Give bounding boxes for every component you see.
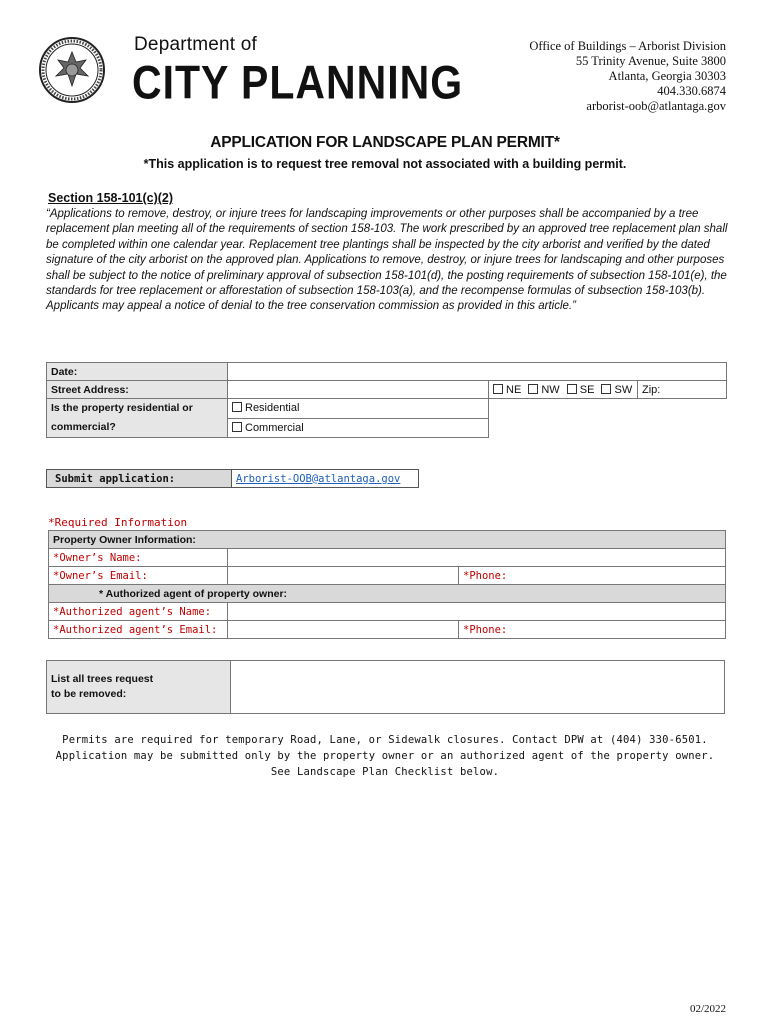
quadrant-se-label: SE	[579, 383, 595, 396]
agent-info-header: * Authorized agent of property owner:	[49, 585, 726, 603]
owner-table	[48, 530, 726, 639]
date-field[interactable]	[228, 363, 727, 381]
date-label: Date:	[47, 363, 228, 381]
checkbox-sw[interactable]	[601, 384, 611, 394]
trees-field[interactable]	[231, 661, 725, 714]
page-title: APPLICATION FOR LANDSCAPE PLAN PERMIT*	[210, 134, 560, 151]
agent-email-label: *Authorized agent’s Email:	[49, 621, 228, 639]
residential-label: Residential	[245, 402, 300, 415]
owner-email-label: *Owner’s Email:	[49, 567, 228, 585]
agent-phone-label: *Phone:	[463, 623, 508, 636]
residential-option[interactable]	[228, 399, 489, 419]
owner-name-label: *Owner’s Name:	[49, 549, 228, 567]
office-line: 55 Trinity Avenue, Suite 3800	[575, 54, 726, 68]
agent-name-field[interactable]	[228, 603, 726, 621]
quadrant-nw-label: NW	[541, 383, 560, 396]
department-label: Department of	[134, 34, 257, 55]
trees-table	[46, 660, 725, 714]
submit-application-label: Submit application:	[47, 470, 232, 488]
owner-name-field[interactable]	[228, 549, 726, 567]
checkbox-commercial[interactable]	[232, 422, 242, 432]
page-subtitle: *This application is to request tree removal not associated with a building permit.	[143, 157, 627, 171]
quadrant-options	[489, 381, 638, 399]
zip-label: Zip:	[642, 383, 661, 396]
office-line: 404.330.6874	[657, 84, 726, 98]
submit-email-cell	[232, 470, 419, 488]
street-address-field[interactable]	[228, 381, 489, 399]
submit-email-link[interactable]: Arborist-OOB@atlantaga.gov	[236, 472, 401, 485]
commercial-option[interactable]	[228, 418, 489, 438]
owner-phone-label: *Phone:	[463, 569, 508, 582]
section-quote: “Applications to remove, destroy, or injure trees for landscaping improvements or other purposes shall be accompanied by a tree replacement plan meeting all of the requirements of section 158-103. The work prescribed by an approved tree replacement plan shall be completed within one calendar year. Replacement tree plantings shall be inspected by the city arborist and verified by the dated signature of the city arborist on the approved plan. Applications to remove, destroy, or injure trees for landscaping and other purposes shall be subject to the notice of preliminary approval of subsection 158-101(d), the posting requirements of subsection 158-101(e), the standards for tree replacement or afforestation of subsection 158-103(a), and the recompense formulas of subsection 158-103(b). Applicants may appeal a notice of denial to the tree conservation commission as provided in this article.”	[46, 208, 728, 313]
city-planning-wordmark: CITY PLANNING	[132, 56, 464, 109]
owner-phone-field[interactable]	[459, 567, 726, 585]
office-email: arborist-oob@atlantaga.gov	[586, 99, 726, 113]
checkbox-se[interactable]	[567, 384, 577, 394]
street-address-label: Street Address:	[47, 381, 228, 399]
note-line: Permits are required for temporary Road, Lane, or Sidewalk closures. Contact DPW at (404) 330-6501.	[62, 734, 708, 746]
checkbox-ne[interactable]	[493, 384, 503, 394]
office-line: Atlanta, Georgia 30303	[608, 69, 726, 83]
agent-email-field[interactable]	[228, 621, 459, 639]
office-line: Office of Buildings – Arborist Division	[529, 39, 726, 53]
checkbox-nw[interactable]	[528, 384, 538, 394]
trees-label: List all trees request to be removed:	[47, 661, 231, 714]
office-address-block	[529, 39, 726, 114]
checkbox-residential[interactable]	[232, 402, 242, 412]
commercial-label: Commercial	[245, 421, 304, 434]
submit-application-table	[46, 469, 419, 488]
owner-email-field[interactable]	[228, 567, 459, 585]
note-line: See Landscape Plan Checklist below.	[270, 766, 500, 778]
section-heading: Section 158-101(c)(2)	[48, 191, 174, 205]
revision-date: 02/2022	[689, 1003, 726, 1015]
city-seal-logo	[38, 36, 106, 104]
zip-field[interactable]	[638, 381, 727, 399]
residential-question-label: Is the property residential or commercial?	[47, 399, 228, 438]
owner-info-header: Property Owner Information:	[49, 531, 726, 549]
agent-phone-field[interactable]	[459, 621, 726, 639]
property-table	[46, 362, 727, 438]
note-line: Application may be submitted only by the property owner or an authorized agent of the property owner.	[55, 750, 715, 762]
quadrant-ne-label: NE	[506, 383, 522, 396]
bottom-notes	[0, 732, 770, 780]
required-information-note: *Required Information	[48, 516, 188, 529]
quadrant-sw-label: SW	[614, 383, 633, 396]
agent-name-label: *Authorized agent’s Name:	[49, 603, 228, 621]
